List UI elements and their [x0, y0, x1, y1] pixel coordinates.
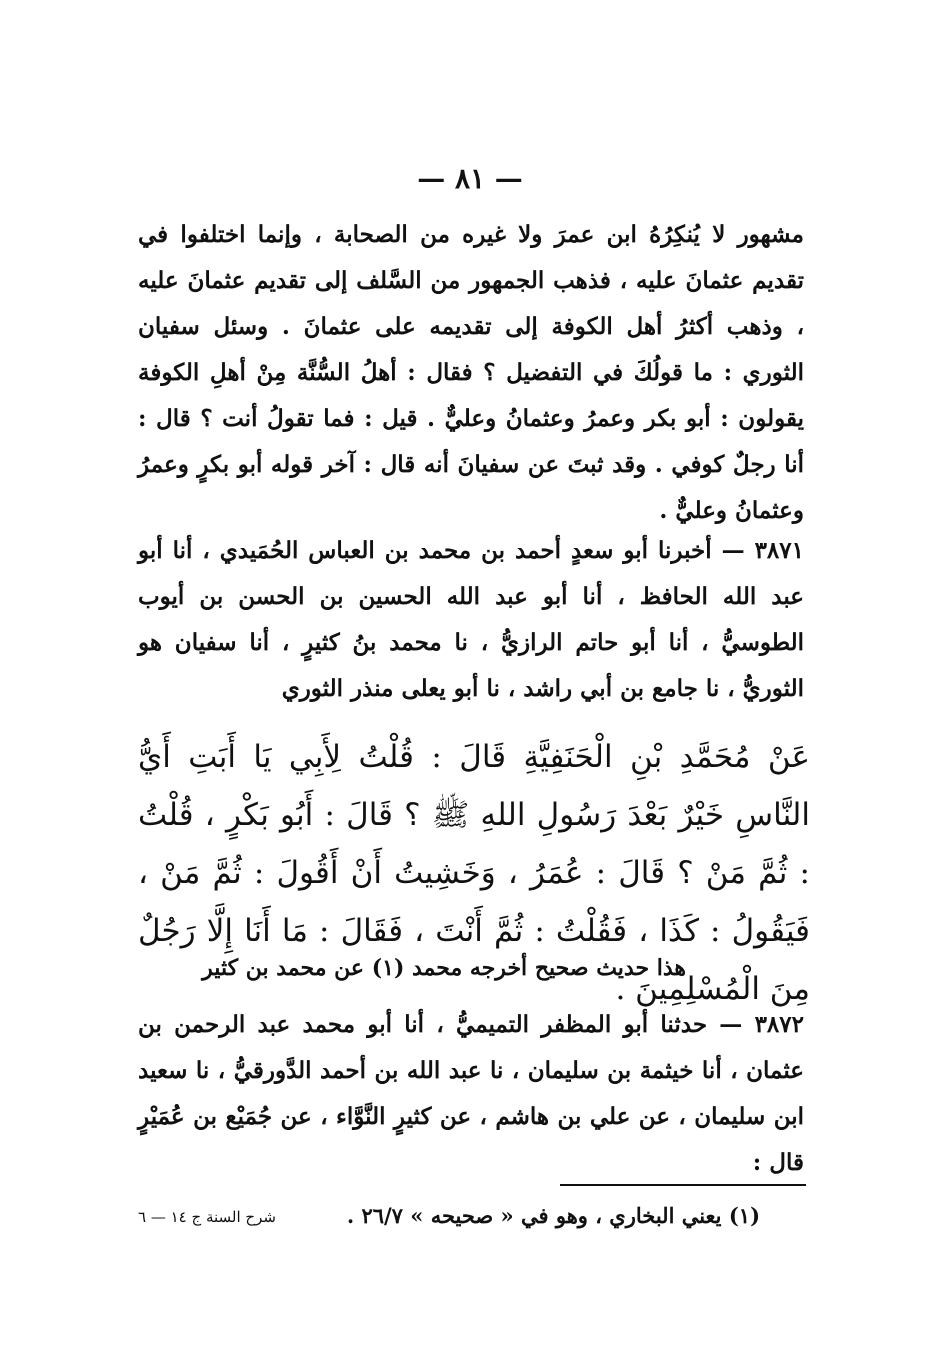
hadith-text: عَنْ مُحَمَّدِ بْنِ الْحَنَفِيَّةِ قَالَ : قُلْتُ لِأَبِي يَا أَبَتِ أَيُّ النَّاسِ خَيْرٌ بَعْدَ رَسُولِ اللهِ ﷺ ؟ قَالَ : أَبُو بَكْرٍ ، قُلْتُ : ثُمَّ مَنْ ؟ قَالَ : عُمَرُ ، وَخَشِيتُ أَنْ أَقُولَ : ثُمَّ مَنْ ، فَيَقُولُ : كَذَا ، فَقُلْتُ : ثُمَّ أَنْتَ ، فَقَالَ : مَا أَنَا إِلَّا رَجُلٌ مِنَ الْمُسْلِمِينَ . [138, 739, 810, 1007]
isnad-paragraph-3871: ٣٨٧١ — أخبرنا أبو سعدٍ أحمد بن محمد بن العباس الحُمَيدي ، أنا أبو عبد الله الحافظ ، أنا أبو عبد الله الحسين بن الحسن بن أيوب الطوسيُّ ، أنا أبو حاتم الرازيُّ ، نا محمد بنُ كثيرٍ ، أنا سفيان هو الثوريُّ ، نا جامع بن أبي راشد ، نا أبو يعلى منذر الثوري [138, 537, 804, 702]
hadith-grading: هذا حديث صحيح أخرجه محمد (١) عن محمد بن كثير [202, 955, 686, 981]
page-number: — ٨١ — [417, 162, 523, 195]
footnote-divider [560, 1184, 806, 1186]
isnad-paragraph-3872: ٣٨٧٢ — حدثنا أبو المظفر التميميُّ ، أنا أبو محمد عبد الرحمن بن عثمان ، أنا خيثمة بن سليمان ، نا عبد الله بن أحمد الدَّورقيُّ ، نا سعيد ابن سليمان ، عن علي بن هاشم ، عن كثيرٍ النَّوَّاء ، عن جُمَيْع بن عُمَيْرٍ قال : [138, 1011, 804, 1176]
discussion-paragraph: مشهور لا يُنكِرُهُ ابن عمرَ ولا غيره من الصحابة ، وإنما اختلفوا في تقديم عثمانَ عليه ، فذهب الجمهور من السَّلف إلى تقديم عثمانَ عليه ، وذهب أكثرُ أهل الكوفة إلى تقديمه على عثمانَ . وسئل سفيان الثوري : ما قولُكَ في التفضيل ؟ فقال : أهلُ السُّنَّة مِنْ أهلِ الكوفة يقولون : أبو بكر وعمرُ وعثمانُ وعليٌّ . قيل : فما تقولُ أنت ؟ قال : أنا رجلٌ كوفي . وقد ثبتَ عن سفيانَ أنه قال : آخر قوله أبو بكرٍ وعمرُ وعثمانُ وعليٌّ . [138, 221, 804, 524]
printer-signature: شرح السنة ج ١٤ — ٦ [138, 1208, 276, 1226]
footnote: (١) يعني البخاري ، وهو في « صحيحه » ٢٦/٧ . [346, 1203, 760, 1228]
